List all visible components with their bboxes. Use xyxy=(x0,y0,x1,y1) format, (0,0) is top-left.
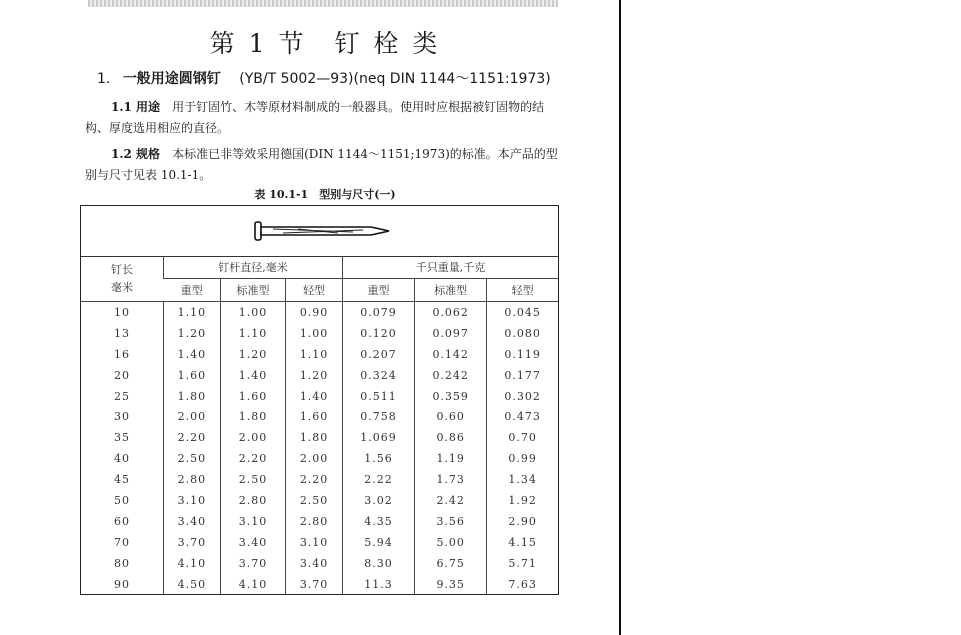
table-cell: 2.00 xyxy=(164,406,221,427)
spec-table xyxy=(81,256,558,594)
table-cell: 4.50 xyxy=(164,574,221,595)
item-standard: (YB/T 5002—93)(neq DIN 1144～1151:1973) xyxy=(239,71,551,87)
table-row xyxy=(81,553,558,574)
table-row xyxy=(81,427,558,448)
paragraph-text: 本标准已非等效采用德国(DIN 1144～1151;1973)的标准。本产品的型别与尺寸见表 10.1-1。 xyxy=(85,147,558,182)
table-row xyxy=(81,302,558,323)
table-cell: 35 xyxy=(114,431,130,445)
header-length-line1: 钉长 xyxy=(111,262,133,276)
table-cell: 7.63 xyxy=(487,574,558,595)
header-diameter-heavy: 重型 xyxy=(164,279,221,302)
table-cell: 2.20 xyxy=(220,448,285,469)
table-cell: 2.20 xyxy=(164,427,221,448)
table-cell: 16 xyxy=(114,347,130,361)
table-row xyxy=(81,469,558,490)
table-cell: 5.94 xyxy=(342,532,414,553)
table-row xyxy=(81,511,558,532)
table-cell: 13 xyxy=(114,326,130,340)
table-cell: 0.60 xyxy=(415,406,487,427)
paragraph-lead: 1.1 用途 xyxy=(111,100,161,114)
table-cell: 0.045 xyxy=(487,302,558,323)
paragraph-usage xyxy=(85,97,565,139)
table-cell: 3.10 xyxy=(286,532,343,553)
table-cell: 90 xyxy=(114,577,130,591)
table-cell: 0.99 xyxy=(487,448,558,469)
table-row xyxy=(81,365,558,386)
table-cell: 20 xyxy=(114,368,130,382)
table-cell: 1.92 xyxy=(487,490,558,511)
table-cell: 0.177 xyxy=(487,365,558,386)
table-cell: 3.02 xyxy=(342,490,414,511)
table-cell: 45 xyxy=(114,473,130,487)
item-name: 一般用途圆钢钉 xyxy=(122,71,221,87)
paragraph-lead: 1.2 规格 xyxy=(111,147,161,161)
table-cell: 40 xyxy=(114,452,130,466)
nail-illustration-area xyxy=(81,206,558,257)
table-cell: 4.10 xyxy=(220,574,285,595)
table-cell: 2.90 xyxy=(487,511,558,532)
table-cell: 4.10 xyxy=(164,553,221,574)
table-cell: 30 xyxy=(114,410,130,424)
table-cell: 0.119 xyxy=(487,344,558,365)
header-diameter-group: 钉杆直径,毫米 xyxy=(164,256,343,279)
table-cell: 3.40 xyxy=(220,532,285,553)
table-cell: 1.60 xyxy=(164,365,221,386)
table-cell: 1.34 xyxy=(487,469,558,490)
table-caption: 表 10.1-1 型别与尺寸(一) xyxy=(254,188,396,201)
table-cell: 3.56 xyxy=(415,511,487,532)
table-cell: 1.20 xyxy=(164,323,221,344)
table-row xyxy=(81,386,558,407)
table-cell: 4.35 xyxy=(342,511,414,532)
table-cell: 2.00 xyxy=(286,448,343,469)
table-cell: 9.35 xyxy=(415,574,487,595)
table-cell: 11.3 xyxy=(342,574,414,595)
spec-table-body xyxy=(81,302,558,595)
section-title: 第 1 节 钉 栓 类 xyxy=(209,29,441,58)
table-cell: 2.80 xyxy=(286,511,343,532)
table-cell: 3.10 xyxy=(220,511,285,532)
table-cell: 0.079 xyxy=(342,302,414,323)
header-weight-standard: 标准型 xyxy=(415,279,487,302)
table-cell: 2.80 xyxy=(164,469,221,490)
table-cell: 5.71 xyxy=(487,553,558,574)
table-cell: 1.60 xyxy=(220,386,285,407)
table-cell: 1.80 xyxy=(286,427,343,448)
table-row xyxy=(81,323,558,344)
table-row xyxy=(81,344,558,365)
table-cell: 1.19 xyxy=(415,448,487,469)
table-cell: 1.80 xyxy=(164,386,221,407)
table-cell: 2.22 xyxy=(342,469,414,490)
header-diameter-standard: 标准型 xyxy=(220,279,285,302)
table-cell: 0.359 xyxy=(415,386,487,407)
paragraph-text: 用于钉固竹、木等原材料制成的一般器具。使用时应根据被钉固物的结构、厚度选用相应的直径。 xyxy=(85,100,545,135)
table-cell: 2.42 xyxy=(415,490,487,511)
table-cell: 0.097 xyxy=(415,323,487,344)
table-cell: 2.50 xyxy=(164,448,221,469)
table-cell: 1.20 xyxy=(286,365,343,386)
table-cell: 3.10 xyxy=(164,490,221,511)
table-cell: 10 xyxy=(114,305,130,319)
table-cell: 3.40 xyxy=(164,511,221,532)
table-cell: 0.86 xyxy=(415,427,487,448)
table-cell: 0.062 xyxy=(415,302,487,323)
header-length xyxy=(81,256,164,302)
table-cell: 1.40 xyxy=(286,386,343,407)
table-cell: 1.56 xyxy=(342,448,414,469)
header-weight-light: 轻型 xyxy=(487,279,558,302)
table-row xyxy=(81,490,558,511)
table-cell: 0.242 xyxy=(415,365,487,386)
table-cell: 0.511 xyxy=(342,386,414,407)
paragraph-spec xyxy=(85,144,565,186)
header-weight-group: 千只重量,千克 xyxy=(342,256,558,279)
table-row xyxy=(81,406,558,427)
table-cell: 0.473 xyxy=(487,406,558,427)
table-cell: 60 xyxy=(114,514,130,528)
table-cell: 1.00 xyxy=(220,302,285,323)
table-cell: 1.80 xyxy=(220,406,285,427)
table-cell: 2.20 xyxy=(286,469,343,490)
table-cell: 6.75 xyxy=(415,553,487,574)
table-cell: 0.207 xyxy=(342,344,414,365)
header-diameter-light: 轻型 xyxy=(286,279,343,302)
table-cell: 1.20 xyxy=(220,344,285,365)
table-cell: 3.70 xyxy=(220,553,285,574)
table-cell: 1.10 xyxy=(286,344,343,365)
table-cell: 1.60 xyxy=(286,406,343,427)
table-cell: 0.90 xyxy=(286,302,343,323)
table-cell: 0.302 xyxy=(487,386,558,407)
table-row xyxy=(81,574,558,595)
table-cell: 0.080 xyxy=(487,323,558,344)
table-cell: 1.40 xyxy=(220,365,285,386)
table-cell: 2.50 xyxy=(286,490,343,511)
table-cell: 80 xyxy=(114,556,130,570)
table-cell: 3.70 xyxy=(164,532,221,553)
table-cell: 4.15 xyxy=(487,532,558,553)
header-weight-heavy: 重型 xyxy=(342,279,414,302)
table-cell: 1.10 xyxy=(164,302,221,323)
item-number: 1. xyxy=(97,71,111,87)
nail-icon xyxy=(253,220,393,242)
table-cell: 0.120 xyxy=(342,323,414,344)
table-cell: 1.73 xyxy=(415,469,487,490)
page-divider xyxy=(619,0,621,635)
table-cell: 2.00 xyxy=(220,427,285,448)
header-length-line2: 毫米 xyxy=(111,280,133,294)
table-cell: 3.40 xyxy=(286,553,343,574)
scan-border-strip xyxy=(88,0,558,7)
table-cell: 0.758 xyxy=(342,406,414,427)
table-cell: 2.50 xyxy=(220,469,285,490)
table-cell: 2.80 xyxy=(220,490,285,511)
table-cell: 70 xyxy=(114,535,130,549)
table-cell: 0.70 xyxy=(487,427,558,448)
table-cell: 0.142 xyxy=(415,344,487,365)
item-heading xyxy=(97,68,551,88)
table-cell: 1.00 xyxy=(286,323,343,344)
table-row xyxy=(81,448,558,469)
table-cell: 0.324 xyxy=(342,365,414,386)
table-cell: 1.10 xyxy=(220,323,285,344)
table-cell: 1.069 xyxy=(342,427,414,448)
table-cell: 3.70 xyxy=(286,574,343,595)
table-cell: 25 xyxy=(114,389,130,403)
table-cell: 1.40 xyxy=(164,344,221,365)
spec-table-box xyxy=(80,205,559,595)
table-row xyxy=(81,532,558,553)
table-cell: 8.30 xyxy=(342,553,414,574)
table-cell: 50 xyxy=(114,493,130,507)
table-cell: 5.00 xyxy=(415,532,487,553)
